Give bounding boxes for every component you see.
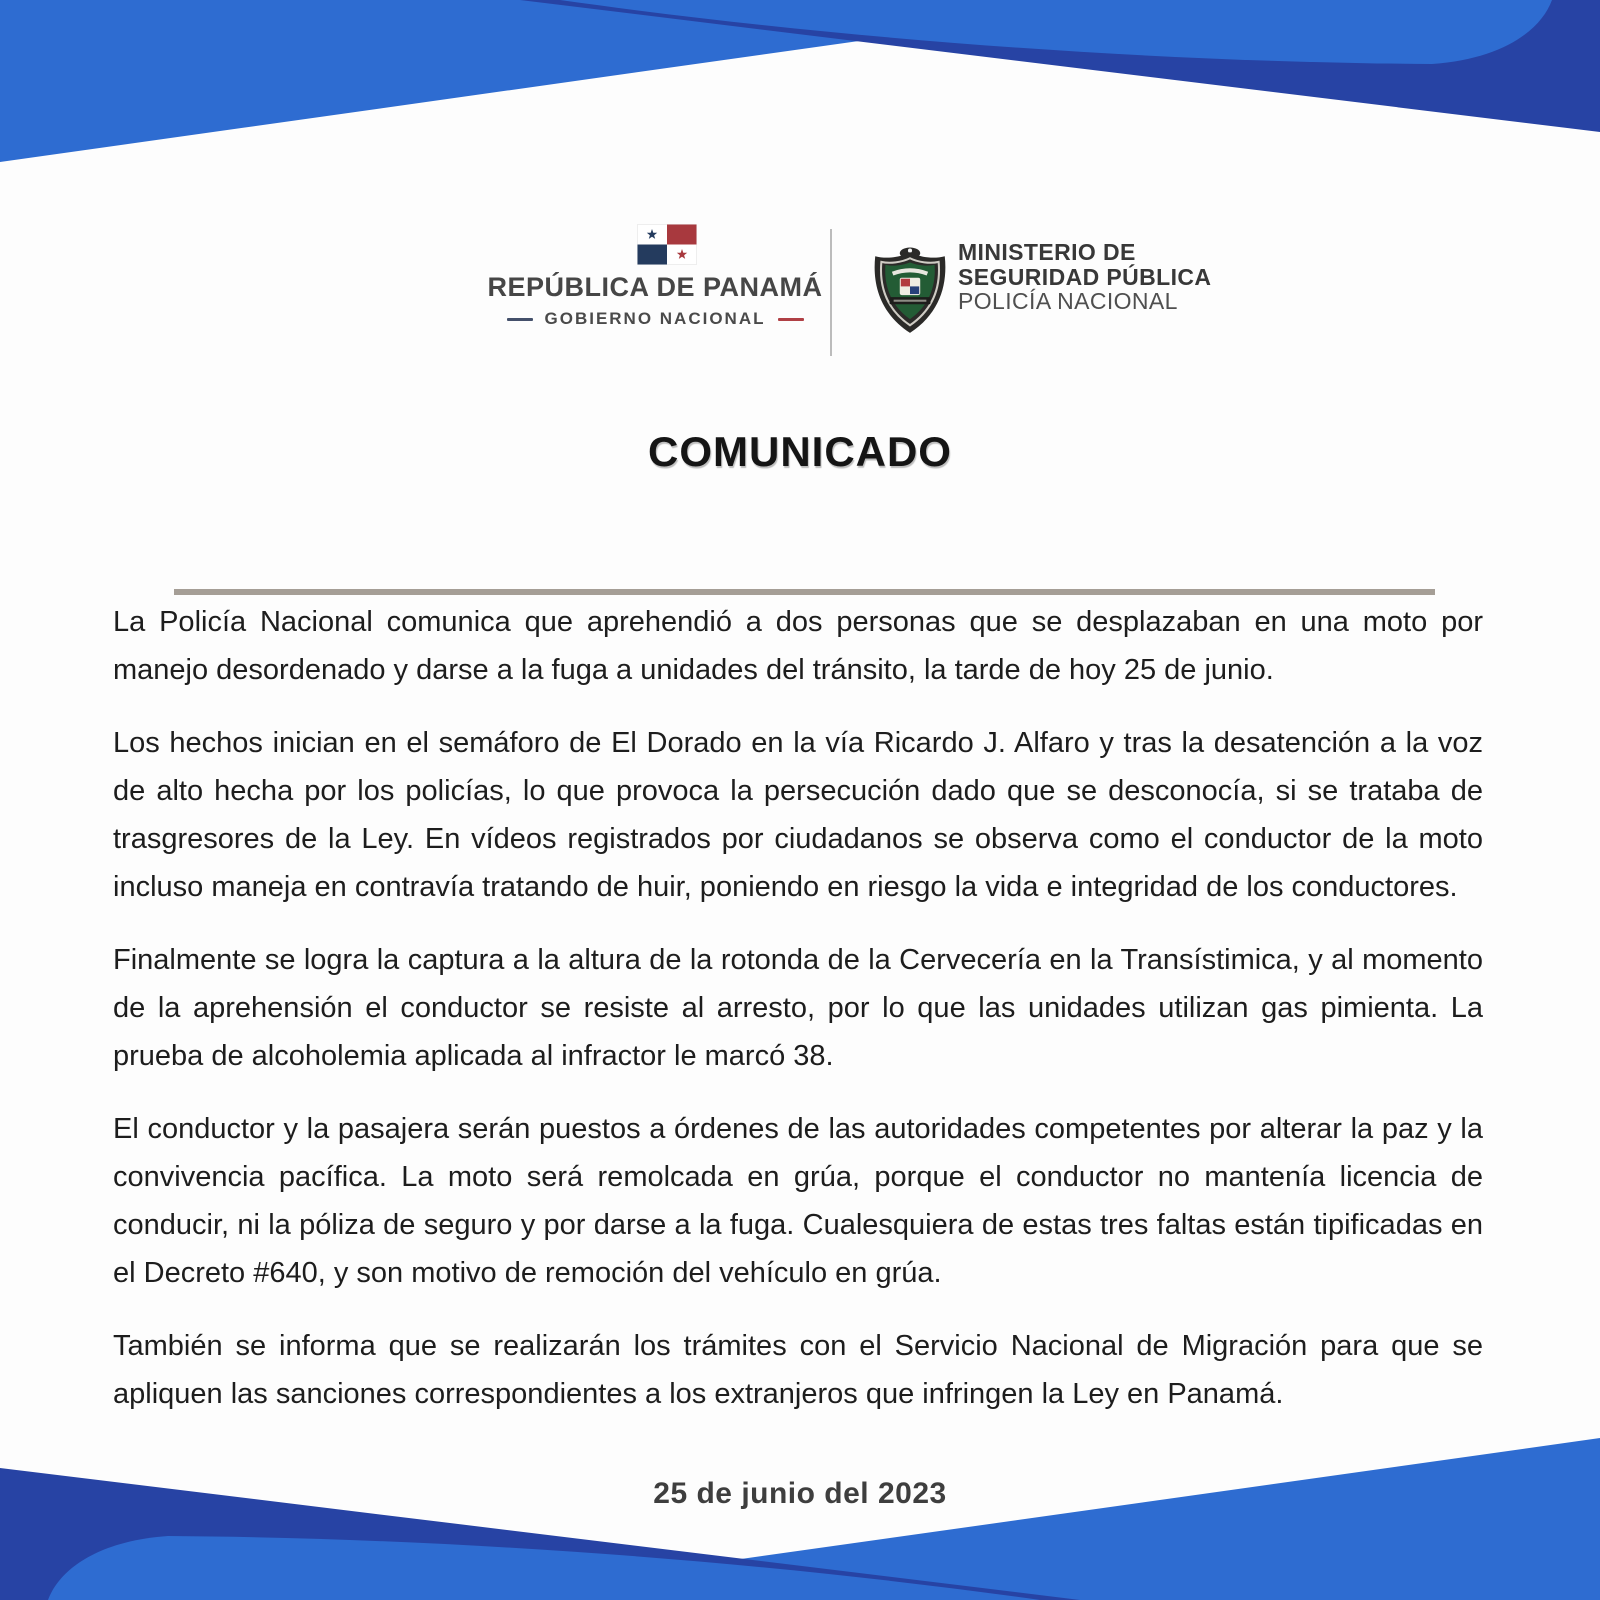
- republic-subtitle-label: GOBIERNO NACIONAL: [544, 309, 766, 328]
- paragraph-5: También se informa que se realizarán los trámites con el Servicio Nacional de Migración para que se apliquen las sanciones correspondientes a los extranjeros que infringen la Ley en Panamá.: [113, 1330, 1483, 1410]
- paragraph-1: La Policía Nacional comunica que aprehendió a dos personas que se desplazaban en una moto por manejo desordenado y darse a la fuga a unidades del tránsito, la tarde de hoy 25 de junio.: [113, 606, 1483, 686]
- document-date: 25 de junio del 2023: [653, 1477, 947, 1510]
- paragraph-4: El conductor y la pasajera serán puestos a órdenes de las autoridades competentes por alterar la paz y la convivencia pacífica. La moto será remolcada en grúa, porque el conductor no mantenía licencia de conducir, ni la póliza de seguro y por darse a la fuga. Cualesquiera de estas tres faltas están tipificadas en el Decreto #640, y son motivo de remoción del vehículo en grúa.: [113, 1113, 1483, 1289]
- blue-dash-icon: [507, 318, 533, 321]
- header-vertical-divider: [830, 229, 832, 356]
- ministry-line2: SEGURIDAD PÚBLICA: [958, 263, 1212, 290]
- top-corner-decoration: [0, 0, 1600, 235]
- red-dash-icon: [778, 318, 804, 321]
- panama-flag-icon: [637, 224, 697, 265]
- horizontal-rule: [174, 589, 1435, 595]
- page-title: COMUNICADO: [648, 428, 952, 475]
- republic-title: REPÚBLICA DE PANAMÁ: [487, 272, 823, 302]
- paragraph-3: Finalmente se logra la captura a la altura de la rotonda de la Cervecería en la Transístimica, y al momento de la aprehensión el conductor se resiste al arresto, por lo que las unidades utilizan gas pimienta. La prueba de alcoholemia aplicada al infractor le marcó 38.: [113, 944, 1483, 1072]
- republic-subtitle: [480, 309, 830, 329]
- ministry-line1: MINISTERIO DE: [958, 239, 1136, 265]
- police-national-shield-icon: [866, 246, 954, 336]
- ministry-line3: POLICÍA NACIONAL: [958, 288, 1178, 314]
- communique-body: [113, 598, 1483, 1443]
- ministry-text-block: [958, 240, 1211, 314]
- paragraph-2: Los hechos inician en el semáforo de El Dorado en la vía Ricardo J. Alfaro y tras la desatención a la voz de alto hecha por los policías, lo que provoca la persecución dado que se desconocía, si se trataba de trasgresores de la Ley. En vídeos registrados por ciudadanos se observa como el conductor de la moto incluso maneja en contravía tratando de huir, poniendo en riesgo la vida e integridad de los conductores.: [113, 727, 1483, 903]
